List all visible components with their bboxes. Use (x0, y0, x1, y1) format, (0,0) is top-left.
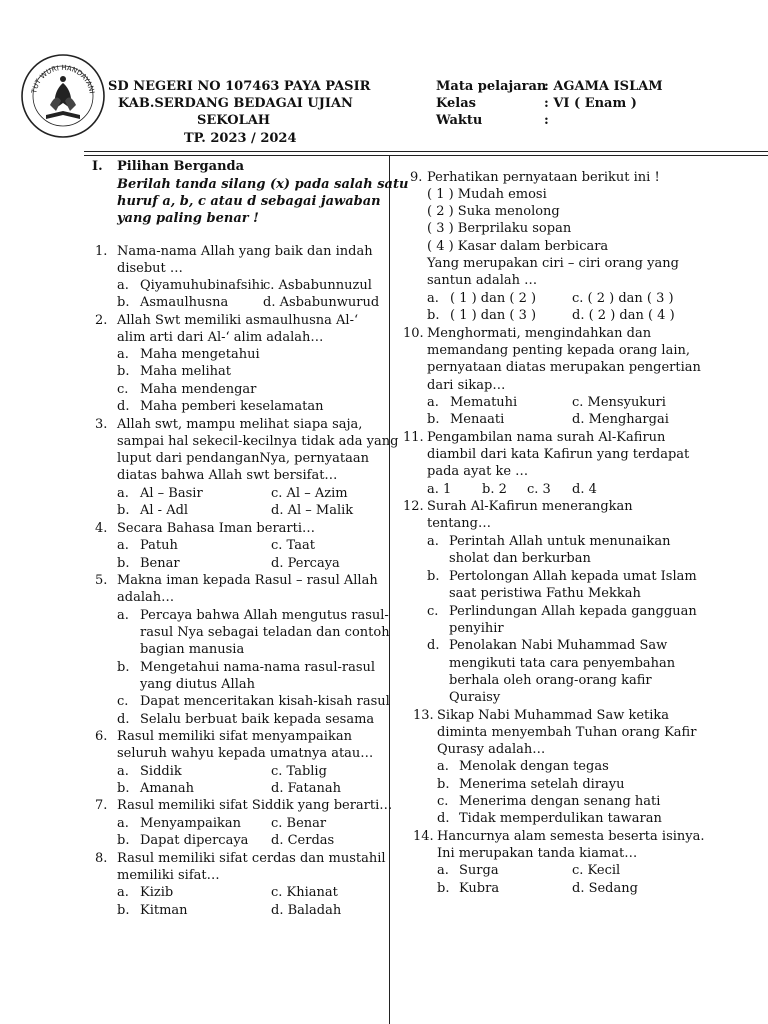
question-text: disebut … (117, 261, 183, 276)
question-text: Rasul memiliki sifat menyampaikan (117, 729, 352, 744)
question-text: Surah Al-Kafirun menerangkan (427, 499, 633, 514)
question-number: 8. (95, 851, 108, 866)
option-d: d. 4 (572, 482, 597, 497)
option-a: Maha mengetahui (140, 347, 260, 362)
option-a: Al – Basir (140, 486, 203, 501)
option-letter: a. (117, 278, 129, 293)
question-number: 6. (95, 729, 108, 744)
time-value: : (544, 113, 549, 128)
option-letter: a. (427, 534, 439, 549)
option-letter: c. (117, 694, 129, 709)
option-b: Kitman (140, 903, 188, 918)
option-c: c. ( 2 ) dan ( 3 ) (572, 291, 674, 306)
option-d: Penolakan Nabi Muhammad Saw (449, 638, 668, 653)
option-c: c. Al – Azim (271, 486, 348, 501)
option-c: Maha mendengar (140, 382, 257, 397)
option-c: Dapat menceritakan kisah-kisah rasul (140, 694, 390, 709)
option-letter: d. (117, 712, 130, 727)
option-letter: b. (117, 833, 130, 848)
question-text: Pengambilan nama surah Al-Kafirun (427, 430, 666, 445)
option-a: Menyampaikan (140, 816, 242, 831)
class-value: : VI ( Enam ) (544, 96, 637, 111)
tut-wuri-handayani-logo (20, 53, 106, 139)
option-letter: a. (117, 816, 129, 831)
option-c: Menerima dengan senang hati (459, 794, 661, 809)
instruction-line2: huruf a, b, c atau d sebagai jawaban (117, 194, 381, 209)
option-letter: b. (117, 556, 130, 571)
question-text: Allah swt, mampu melihat siapa saja, (117, 417, 363, 432)
option-letter: a. (117, 538, 129, 553)
option-b: Menaati (450, 412, 505, 427)
option-letter: d. (437, 811, 450, 826)
option-letter: a. (437, 759, 449, 774)
school-name-line3: SEKOLAH (197, 113, 271, 128)
option-letter: b. (437, 777, 450, 792)
option-letter: a. (117, 764, 129, 779)
option-letter: c. (427, 604, 439, 619)
question-text: sampai hal sekecil-kecilnya tidak ada yang (117, 434, 399, 449)
question-text: Allah Swt memiliki asmaulhusna Al-‘ (117, 313, 359, 328)
question-text: Ini merupakan tanda kiamat… (437, 846, 638, 861)
option-letter: c. (117, 382, 129, 397)
question-text: pada ayat ke … (427, 464, 529, 479)
option-a: Percaya bahwa Allah mengutus rasul- (140, 608, 389, 623)
question-number: 5. (95, 573, 108, 588)
question-text: pernyataan diatas merupakan pengertian (427, 360, 701, 375)
option-letter: a. (427, 395, 439, 410)
question-text: seluruh wahyu kepada umatnya atau… (117, 746, 374, 761)
question-number: 14. (413, 829, 434, 844)
statement-item: ( 2 ) Suka menolong (427, 204, 560, 219)
option-d: Maha pemberi keselamatan (140, 399, 324, 414)
option-a: a. 1 (427, 482, 452, 497)
option-a: sholat dan berkurban (449, 551, 591, 566)
header-divider-top (84, 151, 768, 152)
option-b: b. 2 (482, 482, 507, 497)
option-letter: a. (427, 291, 439, 306)
option-b: saat peristiwa Fathu Mekkah (449, 586, 641, 601)
option-c: c. 3 (527, 482, 551, 497)
option-b: Dapat dipercaya (140, 833, 249, 848)
option-c: Perlindungan Allah kepada gangguan (449, 604, 697, 619)
option-letter: d. (427, 638, 440, 653)
option-a: Siddik (140, 764, 182, 779)
question-text: Secara Bahasa Iman berarti… (117, 521, 316, 536)
option-a: Patuh (140, 538, 178, 553)
statement-item: ( 1 ) Mudah emosi (427, 187, 547, 202)
question-number: 11. (403, 430, 424, 445)
question-text: tentang… (427, 516, 491, 531)
question-number: 1. (95, 244, 108, 259)
option-c: penyihir (449, 621, 504, 636)
question-number: 2. (95, 313, 108, 328)
option-letter: b. (117, 503, 130, 518)
question-text: luput dari pendanganNya, pernyataan (117, 451, 369, 466)
option-d: d. Baladah (271, 903, 342, 918)
option-c: c. Benar (271, 816, 327, 831)
option-d: d. ( 2 ) dan ( 4 ) (572, 308, 675, 323)
question-number: 10. (403, 326, 424, 341)
option-c: c. Tablig (271, 764, 327, 779)
question-text: Nama-nama Allah yang baik dan indah (117, 244, 373, 259)
question-text: memandang penting kepada orang lain, (427, 343, 691, 358)
school-name-line1: SD NEGERI NO 107463 PAYA PASIR (108, 79, 371, 94)
option-b: yang diutus Allah (140, 677, 256, 692)
question-number: 12. (403, 499, 424, 514)
option-a: Perintah Allah untuk menunaikan (449, 534, 671, 549)
option-letter: a. (117, 885, 129, 900)
question-text: Yang merupakan ciri – ciri orang yang (427, 256, 679, 271)
question-number: 9. (410, 170, 423, 185)
option-b: Amanah (140, 781, 194, 796)
question-text: Perhatikan pernyataan berikut ini ! (427, 170, 660, 185)
question-text: dari sikap… (427, 378, 506, 393)
option-b: Al - Adl (140, 503, 189, 518)
question-text: santun adalah … (427, 273, 538, 288)
option-d: d. Cerdas (271, 833, 335, 848)
subject-value: : AGAMA ISLAM (544, 79, 663, 94)
option-letter: a. (437, 863, 449, 878)
option-a: rasul Nya sebagai teladan dan contoh (140, 625, 390, 640)
question-number: 4. (95, 521, 108, 536)
question-text: adalah… (117, 590, 175, 605)
option-a: Mematuhi (450, 395, 518, 410)
option-c: c. Asbabunnuzul (263, 278, 372, 293)
question-text: memiliki sifat… (117, 868, 220, 883)
option-letter: b. (437, 881, 450, 896)
option-d: d. Fatanah (271, 781, 341, 796)
question-number: 13. (413, 708, 434, 723)
instruction-line1: Berilah tanda silang (x) pada salah satu (117, 177, 409, 192)
section-number: I. (92, 159, 103, 174)
option-d: d. Percaya (271, 556, 340, 571)
question-text: Rasul memiliki sifat cerdas dan mustahil (117, 851, 386, 866)
option-letter: b. (117, 903, 130, 918)
statement-item: ( 4 ) Kasar dalam berbicara (427, 239, 609, 254)
option-d: d. Asbabunwurud (263, 295, 380, 310)
option-b: Benar (140, 556, 180, 571)
question-text: Sikap Nabi Muhammad Saw ketika (437, 708, 670, 723)
option-a: ( 1 ) dan ( 2 ) (450, 291, 537, 306)
question-text: Qurasy adalah… (437, 742, 546, 757)
question-number: 7. (95, 798, 108, 813)
instruction-line3: yang paling benar ! (117, 211, 259, 226)
school-name-line2: KAB.SERDANG BEDAGAI UJIAN (118, 96, 353, 111)
option-letter: b. (117, 295, 130, 310)
option-d: d. Menghargai (572, 412, 669, 427)
option-d: d. Al – Malik (271, 503, 354, 518)
question-text: diambil dari kata Kafirun yang terdapat (427, 447, 690, 462)
option-b: Asmaulhusna (140, 295, 229, 310)
question-number: 3. (95, 417, 108, 432)
option-a: Qiyamuhubinafsihi (140, 278, 265, 293)
question-text: Makna iman kepada Rasul – rasul Allah (117, 573, 378, 588)
option-a: Surga (459, 863, 499, 878)
option-c: c. Taat (271, 538, 315, 553)
option-letter: b. (427, 569, 440, 584)
question-text: Menghormati, mengindahkan dan (427, 326, 652, 341)
option-a: Kizib (140, 885, 174, 900)
option-d: Tidak memperdulikan tawaran (459, 811, 662, 826)
option-letter: c. (437, 794, 449, 809)
option-a: Menolak dengan tegas (459, 759, 609, 774)
school-year: TP. 2023 / 2024 (184, 131, 297, 146)
option-letter: b. (117, 364, 130, 379)
question-text: Hancurnya alam semesta beserta isinya. (437, 829, 705, 844)
option-letter: d. (117, 399, 130, 414)
section-title: Pilihan Berganda (117, 159, 245, 174)
option-a: bagian manusia (140, 642, 245, 657)
statement-item: ( 3 ) Berprilaku sopan (427, 221, 572, 236)
option-letter: b. (117, 781, 130, 796)
option-b: Pertolongan Allah kepada umat Islam (449, 569, 697, 584)
option-letter: b. (117, 660, 130, 675)
option-d: berhala oleh orang-orang kafir (449, 673, 652, 688)
svg-text:TUT WURI HANDAYANI: TUT WURI HANDAYANI (30, 63, 96, 95)
option-letter: a. (117, 347, 129, 362)
option-letter: b. (427, 412, 440, 427)
option-d: d. Sedang (572, 881, 638, 896)
option-letter: b. (427, 308, 440, 323)
question-text: diminta menyembah Tuhan orang Kafir (437, 725, 697, 740)
option-b: Maha melihat (140, 364, 231, 379)
question-text: diatas bahwa Allah swt bersifat… (117, 468, 338, 483)
time-label: Waktu (436, 113, 483, 128)
class-label: Kelas (436, 96, 476, 111)
subject-label: Mata pelajaran (436, 79, 547, 94)
column-divider (389, 155, 390, 1024)
question-text: Rasul memiliki sifat Siddik yang berarti… (117, 798, 393, 813)
option-letter: a. (117, 608, 129, 623)
header-divider-bottom (84, 155, 768, 156)
option-c: c. Mensyukuri (572, 395, 666, 410)
option-b: Menerima setelah dirayu (459, 777, 625, 792)
option-b: Kubra (459, 881, 500, 896)
option-c: c. Khianat (271, 885, 338, 900)
option-letter: a. (117, 486, 129, 501)
option-c: c. Kecil (572, 863, 621, 878)
option-b: Mengetahui nama-nama rasul-rasul (140, 660, 376, 675)
option-b: ( 1 ) dan ( 3 ) (450, 308, 537, 323)
option-d: mengikuti tata cara penyembahan (449, 656, 676, 671)
option-d: Selalu berbuat baik kepada sesama (140, 712, 375, 727)
question-text: alim arti dari Al-‘ alim adalah… (117, 330, 324, 345)
option-d: Quraisy (449, 690, 501, 705)
